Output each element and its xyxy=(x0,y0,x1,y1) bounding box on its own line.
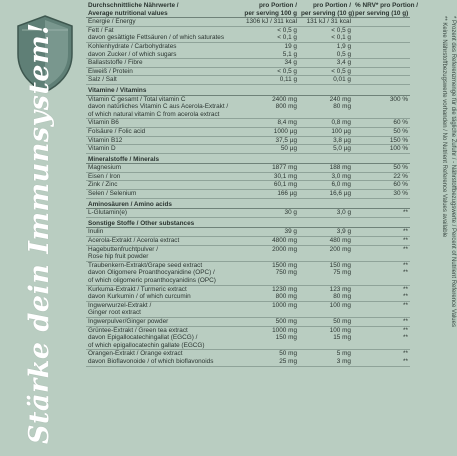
value-per-100g-line: 60,1 mg xyxy=(273,181,297,189)
nutrient-label xyxy=(86,285,236,301)
value-per-10g xyxy=(299,190,353,199)
value-nrv-line: ** xyxy=(403,293,408,301)
value-per-10g xyxy=(299,209,353,218)
value-per-10g-line xyxy=(301,277,351,285)
value-nrv xyxy=(353,95,410,119)
nutrient-label xyxy=(86,127,236,136)
value-nrv-line: 100 % xyxy=(389,145,408,153)
nutrient-label xyxy=(86,190,236,199)
value-per-100g-line: 1000 µg xyxy=(273,127,297,135)
value-nrv-line: ** xyxy=(403,317,408,325)
table-header xyxy=(86,2,410,18)
nutrient-label xyxy=(86,145,236,154)
value-per-100g-line: 0,11 g xyxy=(279,76,297,84)
value-per-10g-line: 100 mg xyxy=(329,326,351,334)
value-nrv-line: ** xyxy=(403,350,408,358)
value-per-100g-line: < 0,5 g xyxy=(277,26,297,34)
value-per-100g xyxy=(236,301,299,317)
nutrient-label xyxy=(86,76,236,85)
table-row xyxy=(86,59,410,68)
value-nrv-line xyxy=(355,103,408,111)
table-row xyxy=(86,127,410,136)
nutrient-label-line: Grüntee-Extrakt / Green tea extract xyxy=(88,326,188,334)
value-nrv xyxy=(353,26,410,42)
value-per-10g-line: 80 mg xyxy=(333,293,351,301)
section-label: Vitamine / Vitamins xyxy=(86,84,410,95)
value-nrv xyxy=(353,76,410,85)
nutrient-label-line: Ingwerwurzel-Extrakt / xyxy=(88,301,152,309)
nutrient-label-line: L-Glutamin(e) xyxy=(88,209,128,217)
header-per-10g: pro Portion / per serving (10 g) xyxy=(301,2,355,17)
value-nrv xyxy=(353,119,410,128)
value-per-100g-line: 1306 kJ / 311 kcal xyxy=(245,18,297,26)
nutrient-label-line: Folsäure / Folic acid xyxy=(88,127,146,135)
nutrient-label-line: Kohlenhydrate / Carbohydrates xyxy=(88,42,177,50)
value-per-100g-line: 50 µg xyxy=(280,145,297,153)
value-per-10g-line: 5,0 µg xyxy=(333,145,351,153)
nutrient-label-line: davon Epigallocatechingallat (EGCG) / xyxy=(88,334,198,342)
nutrient-label-line: Magnesium xyxy=(88,164,122,172)
footnotes xyxy=(440,0,457,456)
value-per-100g-line: 150 mg xyxy=(275,334,297,342)
value-per-100g xyxy=(236,237,299,246)
nutrient-label xyxy=(86,209,236,218)
nutrient-label-line: Selen / Selenium xyxy=(88,190,137,198)
value-per-100g xyxy=(236,181,299,190)
value-per-10g xyxy=(299,261,353,285)
table-row xyxy=(86,42,410,58)
value-per-100g-line: 500 mg xyxy=(275,317,297,325)
nutrient-label-line: davon natürliches Vitamin C aus Acerola-Extrakt / xyxy=(88,103,229,111)
value-per-10g-line: 240 mg xyxy=(329,95,351,103)
value-per-10g xyxy=(299,172,353,181)
table-row xyxy=(86,317,410,326)
value-nrv-line: ** xyxy=(403,209,408,217)
table-row xyxy=(86,164,410,173)
nutrient-label xyxy=(86,228,236,237)
section-header xyxy=(86,84,410,95)
nutrient-label-line: Energie / Energy xyxy=(88,18,136,26)
value-per-100g xyxy=(236,42,299,58)
value-nrv-line: ** xyxy=(403,301,408,309)
value-per-10g-line: 3,9 g xyxy=(336,228,351,236)
value-per-10g xyxy=(299,95,353,119)
value-per-100g-line: 1877 mg xyxy=(272,164,297,172)
value-per-10g-line: 3,0 mg xyxy=(331,172,351,180)
value-nrv xyxy=(353,209,410,218)
value-per-10g-line: 123 mg xyxy=(329,285,351,293)
nutrient-label-line: Kurkuma-Extrakt / Turmeric extract xyxy=(88,285,187,293)
value-per-10g xyxy=(299,26,353,42)
value-per-100g xyxy=(236,76,299,85)
value-nrv xyxy=(353,172,410,181)
header-nutrient: Durchschnittliche Nährwerte / Average nutritional values xyxy=(86,2,236,18)
value-per-10g-line: < 0,1 g xyxy=(331,34,351,42)
nutrient-label-line: Ingwerpulver/Ginger powder xyxy=(88,317,169,325)
value-per-10g-line: 1,9 g xyxy=(336,42,351,50)
value-nrv-line: ** xyxy=(403,334,408,342)
nutrient-label xyxy=(86,317,236,326)
value-per-100g-line xyxy=(238,253,297,261)
nutrient-label xyxy=(86,67,236,76)
value-per-10g-line xyxy=(301,253,351,261)
value-nrv xyxy=(353,145,410,154)
value-nrv-line xyxy=(355,27,408,35)
value-per-10g xyxy=(299,245,353,261)
value-per-10g xyxy=(299,164,353,173)
value-per-100g-line: 2400 mg xyxy=(272,95,297,103)
value-nrv-line xyxy=(355,277,408,285)
value-nrv xyxy=(353,317,410,326)
value-nrv-line xyxy=(355,309,408,317)
nutrient-label-line: of which epigallocatechin gallate (EGCG) xyxy=(88,341,205,349)
nutrient-label-line: davon Oligomere Proanthocyanidine (OPC) / xyxy=(88,269,215,277)
value-per-10g-line: 16,6 µg xyxy=(329,190,351,198)
value-per-100g-line: 750 mg xyxy=(275,269,297,277)
value-per-100g-line: < 0,5 g xyxy=(277,67,297,75)
nutrition-table xyxy=(86,2,419,367)
footnote-no-nrv: ** Keine Nährstoffbezugswerte vorhanden / No Nutrient Reference Values available xyxy=(441,16,448,238)
value-nrv xyxy=(353,326,410,350)
value-nrv xyxy=(353,190,410,199)
value-per-10g-line: 6,0 mg xyxy=(331,181,351,189)
nutrient-label xyxy=(86,350,236,366)
nutrient-label-line: of which natural vitamin C from acerola extract xyxy=(88,110,220,118)
nutrient-label-line: davon Zucker / of which sugars xyxy=(88,50,177,58)
table-row xyxy=(86,245,410,261)
value-per-10g-line xyxy=(301,111,351,119)
value-per-10g-line xyxy=(301,342,351,350)
value-per-10g xyxy=(299,127,353,136)
section-header xyxy=(86,198,410,209)
nutrient-label-line: Traubenkern-Extrakt/Grape seed extract xyxy=(88,261,203,269)
value-per-10g-line xyxy=(301,309,351,317)
value-per-100g-line: 30 g xyxy=(284,209,297,217)
value-per-10g xyxy=(299,67,353,76)
value-nrv xyxy=(353,67,410,76)
nutrient-label xyxy=(86,59,236,68)
value-nrv xyxy=(353,228,410,237)
value-per-100g-line: 1500 mg xyxy=(272,261,297,269)
value-nrv-line xyxy=(355,43,408,51)
value-per-10g-line: 3,8 µg xyxy=(333,136,351,144)
table-row xyxy=(86,228,410,237)
footnote-nrv: * Prozent des Referenzmenge für die tägliche Zufuhr / - Nährstoffbezugswerte / Percent of Nutrient Reference Values xyxy=(450,16,456,327)
table-row xyxy=(86,350,410,366)
value-per-100g-line: 39 g xyxy=(284,228,297,236)
value-per-100g-line: 34 g xyxy=(284,59,297,67)
value-per-100g xyxy=(236,145,299,154)
value-nrv-line: 150 % xyxy=(389,136,408,144)
slogan: Stärke dein Immunsystem! xyxy=(24,22,55,444)
table-row xyxy=(86,119,410,128)
nutrient-label xyxy=(86,18,236,27)
value-per-100g xyxy=(236,190,299,199)
nutrient-label-line: Zink / Zinc xyxy=(88,181,118,189)
value-per-10g-line: 150 mg xyxy=(329,261,351,269)
value-nrv-line: 22 % xyxy=(393,172,408,180)
value-per-10g xyxy=(299,181,353,190)
value-per-100g xyxy=(236,209,299,218)
value-per-10g xyxy=(299,59,353,68)
value-per-10g xyxy=(299,42,353,58)
value-per-100g-line: 50 mg xyxy=(279,350,297,358)
value-per-10g xyxy=(299,76,353,85)
value-per-10g-line: 0,8 mg xyxy=(331,119,351,127)
value-per-10g-line: 50 mg xyxy=(333,317,351,325)
value-nrv-line: ** xyxy=(403,245,408,253)
value-per-10g xyxy=(299,237,353,246)
value-per-100g-line: < 0,1 g xyxy=(277,34,297,42)
value-per-100g-line: 5,1 g xyxy=(282,50,297,58)
value-per-100g xyxy=(236,285,299,301)
value-per-100g-line xyxy=(238,111,297,119)
value-per-100g xyxy=(236,326,299,350)
value-per-10g-line: 3 mg xyxy=(336,357,351,365)
value-per-10g xyxy=(299,301,353,317)
section-label: Sonstige Stoffe / Other substances xyxy=(86,217,410,228)
value-per-100g-line: 25 mg xyxy=(279,357,297,365)
value-per-100g xyxy=(236,95,299,119)
value-nrv xyxy=(353,237,410,246)
section-header xyxy=(86,217,410,228)
section-label: Mineralstoffe / Minerals xyxy=(86,153,410,164)
value-nrv-line xyxy=(355,342,408,350)
table-row xyxy=(86,76,410,85)
value-per-100g xyxy=(236,119,299,128)
nutrient-label-line: Eisen / Iron xyxy=(88,172,121,180)
nutrient-label-line: Vitamin B12 xyxy=(88,136,123,144)
nutrient-label-line: Salz / Salt xyxy=(88,76,117,84)
value-per-100g-line: 800 mg xyxy=(275,103,297,111)
section-label: Aminosäuren / Amino acids xyxy=(86,198,410,209)
value-nrv-line: 50 % xyxy=(393,127,408,135)
value-per-10g-line: 131 kJ / 31 kcal xyxy=(306,18,351,26)
table-row xyxy=(86,172,410,181)
nutrient-label-line: Vitamin D xyxy=(88,145,116,153)
value-per-100g-line: 4800 mg xyxy=(272,237,297,245)
table-row xyxy=(86,18,410,27)
value-nrv xyxy=(353,181,410,190)
value-per-100g xyxy=(236,59,299,68)
value-per-100g xyxy=(236,350,299,366)
value-nrv-line: ** xyxy=(403,261,408,269)
nutrient-label xyxy=(86,172,236,181)
value-per-10g xyxy=(299,136,353,145)
value-per-100g xyxy=(236,172,299,181)
value-per-100g-line: 1230 mg xyxy=(272,285,297,293)
table-row xyxy=(86,261,410,285)
value-nrv-line: ** xyxy=(403,237,408,245)
nutrient-label-line: Inulin xyxy=(88,228,104,236)
table-row xyxy=(86,301,410,317)
value-nrv xyxy=(353,350,410,366)
value-nrv-line: ** xyxy=(403,228,408,236)
value-nrv-line xyxy=(355,253,408,261)
nutrient-label-line: Vitamin C gesamt / Total vitamin C xyxy=(88,95,186,103)
value-per-100g-line: 8,4 mg xyxy=(277,119,297,127)
value-per-10g xyxy=(299,228,353,237)
value-nrv xyxy=(353,59,410,68)
value-per-10g-line: 188 mg xyxy=(329,164,351,172)
nutrient-label xyxy=(86,95,236,119)
nutrient-label xyxy=(86,261,236,285)
nutrient-label xyxy=(86,136,236,145)
value-per-10g-line: 3,0 g xyxy=(336,209,351,217)
table-row xyxy=(86,326,410,350)
nutrient-label-line: davon Kurkumin / of which curcumin xyxy=(88,293,191,301)
nutrient-label-line: Ginger root extract xyxy=(88,309,141,317)
table-row xyxy=(86,181,410,190)
nutrient-label xyxy=(86,119,236,128)
nutrient-label xyxy=(86,326,236,350)
nutrient-label xyxy=(86,181,236,190)
value-nrv xyxy=(353,127,410,136)
value-per-10g xyxy=(299,119,353,128)
value-per-10g-line: < 0,5 g xyxy=(331,26,351,34)
value-nrv xyxy=(353,261,410,285)
value-per-100g-line: 800 mg xyxy=(275,293,297,301)
value-nrv xyxy=(353,245,410,261)
value-nrv-line: 50 % xyxy=(393,164,408,172)
value-per-10g-line: < 0,5 g xyxy=(331,67,351,75)
value-per-100g xyxy=(236,245,299,261)
value-per-100g-line: 2000 mg xyxy=(272,245,297,253)
value-nrv-line: ** xyxy=(403,269,408,277)
value-per-10g xyxy=(299,285,353,301)
value-nrv-line xyxy=(355,111,408,119)
nutrient-label-line: Vitamin B6 xyxy=(88,119,119,127)
value-per-10g-line: 200 mg xyxy=(329,245,351,253)
value-nrv-line: 60 % xyxy=(393,119,408,127)
value-per-100g xyxy=(236,26,299,42)
value-per-100g xyxy=(236,136,299,145)
table-row xyxy=(86,136,410,145)
table-row xyxy=(86,95,410,119)
header-nrv: % NRV* pro Portion / per serving (10 g) xyxy=(355,2,419,17)
value-per-10g-line: 480 mg xyxy=(329,237,351,245)
value-nrv-line: ** xyxy=(403,357,408,365)
value-per-100g-line xyxy=(238,309,297,317)
value-per-10g xyxy=(299,18,353,27)
value-per-10g-line: 0,5 g xyxy=(336,50,351,58)
value-per-100g xyxy=(236,261,299,285)
nutrient-label xyxy=(86,42,236,58)
value-per-100g-line: 166 µg xyxy=(277,190,297,198)
value-per-100g-line: 30,1 mg xyxy=(273,172,297,180)
value-per-10g-line: 100 mg xyxy=(329,301,351,309)
value-per-10g-line: 75 mg xyxy=(333,269,351,277)
value-per-100g-line: 37,5 µg xyxy=(275,136,297,144)
table-row xyxy=(86,209,410,218)
value-nrv-line: 60 % xyxy=(393,181,408,189)
value-per-100g-line xyxy=(238,342,297,350)
value-per-10g-line: 0,01 g xyxy=(333,76,351,84)
nutrient-label-line: of which oligomeric proanthocyanidins (OPC) xyxy=(88,277,216,284)
value-nrv xyxy=(353,18,410,27)
nutrient-label xyxy=(86,237,236,246)
value-per-100g xyxy=(236,18,299,27)
nutrient-label xyxy=(86,26,236,42)
section-header xyxy=(86,153,410,164)
value-per-10g-line: 3,4 g xyxy=(336,59,351,67)
value-per-100g xyxy=(236,67,299,76)
table-row xyxy=(86,145,410,154)
table-row xyxy=(86,26,410,42)
value-nrv-line: 30 % xyxy=(393,190,408,198)
nutrient-label-line: Ballaststoffe / Fibre xyxy=(88,59,143,67)
value-per-10g xyxy=(299,326,353,350)
value-per-10g-line: 5 mg xyxy=(336,350,351,358)
nutrient-label-line: davon Bioflavonoide / of which bioflavonoids xyxy=(88,357,214,365)
value-per-100g-line xyxy=(238,277,297,285)
value-per-100g-line: 1000 mg xyxy=(272,301,297,309)
value-nrv-line: 300 % xyxy=(389,95,408,103)
nutrient-label-line: davon gesättigte Fettsäuren / of which saturates xyxy=(88,34,225,42)
value-nrv-line: ** xyxy=(403,326,408,334)
value-per-10g-line: 15 mg xyxy=(333,334,351,342)
table-row xyxy=(86,190,410,199)
value-per-10g-line: 100 µg xyxy=(331,127,351,135)
value-per-100g-line: 19 g xyxy=(284,42,297,50)
value-nrv xyxy=(353,285,410,301)
value-per-10g-line: 80 mg xyxy=(333,103,351,111)
nutrient-label xyxy=(86,301,236,317)
value-per-100g xyxy=(236,164,299,173)
value-per-10g xyxy=(299,317,353,326)
nutrient-label xyxy=(86,164,236,173)
value-per-100g xyxy=(236,127,299,136)
value-nrv xyxy=(353,301,410,317)
nutrient-label-line: Fett / Fat xyxy=(88,26,114,34)
nutrient-label xyxy=(86,245,236,261)
value-nrv xyxy=(353,42,410,58)
value-per-100g xyxy=(236,228,299,237)
nutrient-label-line: Hagebuttenfruchtpulver / xyxy=(88,245,158,253)
table-row xyxy=(86,285,410,301)
table-row xyxy=(86,67,410,76)
value-per-100g xyxy=(236,317,299,326)
table-body xyxy=(86,18,410,366)
value-nrv xyxy=(353,164,410,173)
nutrient-label-line: Orangen-Extrakt / Orange extract xyxy=(88,350,183,358)
value-per-10g xyxy=(299,145,353,154)
value-per-100g-line: 1000 mg xyxy=(272,326,297,334)
value-nrv-line: ** xyxy=(403,285,408,293)
value-per-10g xyxy=(299,350,353,366)
header-per-100g: pro Portion / per serving 100 g xyxy=(236,2,299,18)
table-row xyxy=(86,237,410,246)
value-nrv xyxy=(353,136,410,145)
nutrient-label-line: Acerola-Extrakt / Acerola extract xyxy=(88,237,180,245)
nutrient-label-line: Eiweiß / Protein xyxy=(88,67,133,75)
nutrient-label-line: Rose hip fruit powder xyxy=(88,253,149,261)
